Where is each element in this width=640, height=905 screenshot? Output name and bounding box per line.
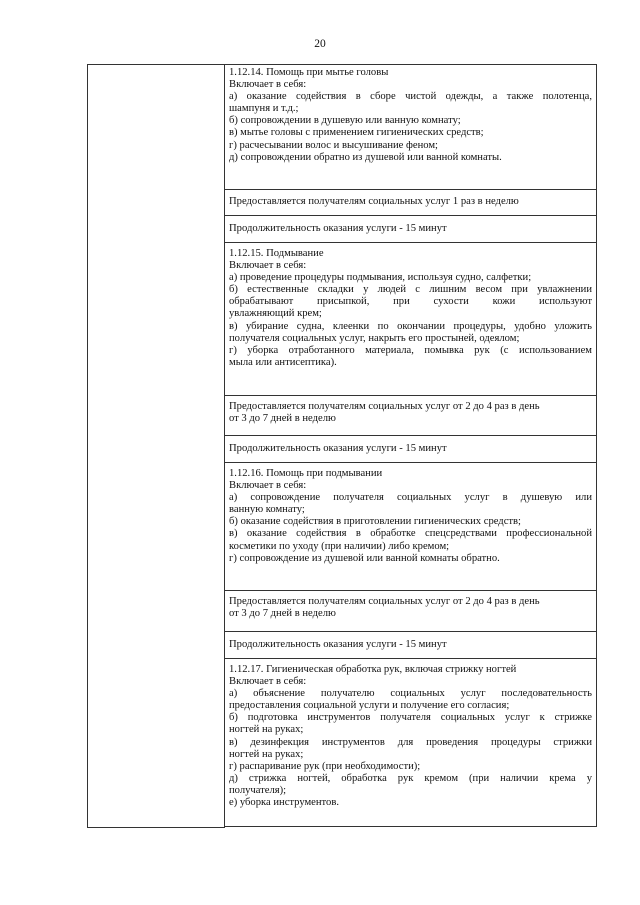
- text-line: ногтей на руках;: [229, 724, 304, 736]
- text-line: Включает в себя:: [229, 260, 307, 272]
- text-line: 1.12.17. Гигиеническая обработка рук, включая стрижку ногтей: [229, 664, 517, 675]
- text-line: г) распаривание рук (при необходимости);: [229, 760, 421, 772]
- text-line: косметики по уходу (при наличии) либо кремом;: [229, 540, 450, 552]
- text-line: получателя социальных услуг, накрыть его простыней, одеялом;: [229, 332, 520, 344]
- text-line: д) сопровождении обратно из душевой или ванной комнаты.: [229, 151, 502, 163]
- text-line: Предоставляется получателям социальных услуг 1 раз в неделю: [229, 196, 519, 207]
- text-line: а) проведение процедуры подмывания, используя судно, салфетки;: [229, 272, 532, 284]
- text-line: е) уборка инструментов.: [229, 797, 339, 809]
- service-3-duration: Продолжительность оказания услуги - 15 минут: [225, 632, 597, 659]
- text-line: 1.12.16. Помощь при подмывании: [229, 468, 383, 479]
- text-line: Включает в себя:: [229, 676, 307, 688]
- service-3-frequency: [225, 591, 597, 632]
- text-line: г) уборка отработанного материала, помывка рук (с использованием: [229, 344, 592, 356]
- text-line: в) убирание судна, клеенки по окончании процедуры, удобно уложить: [229, 320, 592, 332]
- text-line: мыла или антисептика).: [229, 356, 337, 368]
- text-line: Включает в себя:: [229, 480, 307, 492]
- service-3-description: [225, 463, 597, 591]
- text-line: увлажняющий крем;: [229, 308, 322, 320]
- text-line: обрабатывают присыпкой, при сухости кожи используют: [229, 296, 592, 308]
- text-line: д) стрижка ногтей, обработка рук кремом (при наличии крема у: [229, 772, 592, 784]
- text-line: Предоставляется получателям социальных услуг от 2 до 4 раз в день: [229, 596, 540, 607]
- text-line: 1.12.15. Подмывание: [229, 248, 324, 259]
- text-line: а) объяснение получателю социальных услуг последовательность: [229, 688, 592, 700]
- service-4-description: [225, 659, 597, 827]
- text-line: предоставления социальной услуги и получение его согласия;: [229, 700, 510, 712]
- text-line: ванную комнату;: [229, 504, 305, 516]
- text-line: шампуня и т.д.;: [229, 103, 299, 115]
- text-line: от 3 до 7 дней в неделю: [229, 413, 336, 425]
- services-table: [87, 64, 597, 828]
- text-line: г) расчесывании волос и высушивание феном;: [229, 139, 438, 151]
- left-empty-column: [88, 65, 225, 828]
- text-line: б) оказание содействия в приготовлении гигиенических средств;: [229, 516, 521, 528]
- text-line: 1.12.14. Помощь при мытье головы: [229, 67, 389, 78]
- service-1-description: [225, 65, 597, 190]
- text-line: Предоставляется получателям социальных услуг от 2 до 4 раз в день: [229, 401, 540, 412]
- text-line: г) сопровождение из душевой или ванной комнаты обратно.: [229, 552, 500, 564]
- text-line: б) естественные складки у людей с лишним весом при увлажнении: [229, 284, 592, 296]
- text-line: в) оказание содействия в обработке спецсредствами профессиональной: [229, 528, 592, 540]
- service-1-frequency: [225, 190, 597, 216]
- text-line: в) дезинфекция инструментов для проведения процедуры стрижки: [229, 736, 592, 748]
- text-line: б) подготовка инструментов получателя социальных услуг к стрижке: [229, 712, 592, 724]
- text-line: б) сопровождении в душевую или ванную комнату;: [229, 115, 461, 127]
- service-2-description: [225, 243, 597, 396]
- service-1-duration: Продолжительность оказания услуги - 15 минут: [225, 216, 597, 243]
- service-2-duration: Продолжительность оказания услуги - 15 минут: [225, 436, 597, 463]
- text-line: а) сопровождение получателя социальных услуг в душевую или: [229, 492, 592, 504]
- text-line: получателя);: [229, 784, 287, 796]
- text-line: в) мытье головы с применением гигиенических средств;: [229, 127, 484, 139]
- text-line: Включает в себя:: [229, 79, 307, 91]
- text-line: а) оказание содействия в сборе чистой одежды, а также полотенца,: [229, 91, 592, 103]
- text-line: ногтей на руках;: [229, 748, 304, 760]
- text-line: от 3 до 7 дней в неделю: [229, 608, 336, 620]
- service-2-frequency: [225, 396, 597, 436]
- page-number: 20: [314, 38, 326, 50]
